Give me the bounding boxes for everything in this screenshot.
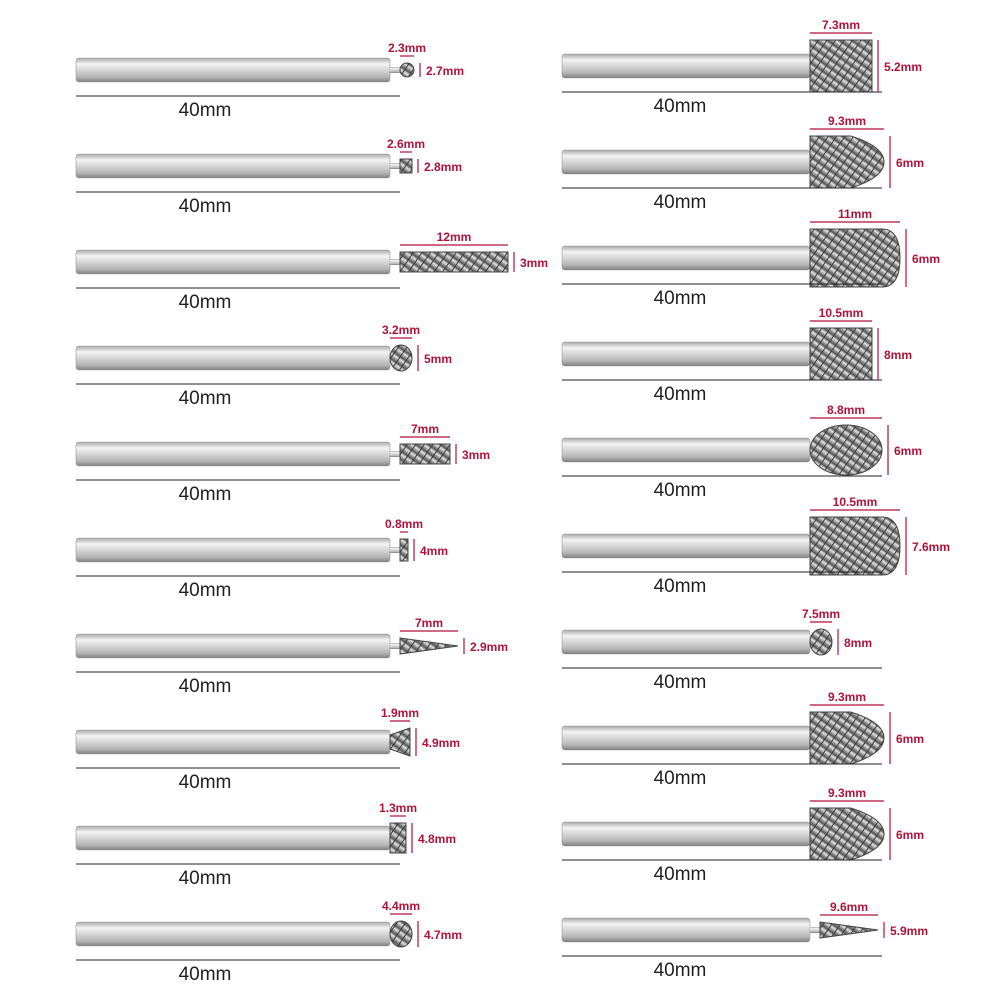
burr-bit-L6 xyxy=(76,517,448,601)
burr-bit-R10 xyxy=(562,900,928,981)
length-label: 40mm xyxy=(178,580,232,601)
bit-head xyxy=(810,328,872,380)
bit-shank xyxy=(76,826,390,850)
side-dimension-label: 5.2mm xyxy=(884,60,923,74)
bit-neck xyxy=(390,643,400,649)
head-dimension-label: 0.8mm xyxy=(384,517,424,531)
head-dimension-label: 2.6mm xyxy=(386,137,426,151)
side-dimension-label: 8mm xyxy=(844,636,873,650)
length-label: 40mm xyxy=(178,772,232,793)
burr-bit-L2 xyxy=(76,137,462,217)
bit-shank xyxy=(562,438,810,462)
length-label: 40mm xyxy=(653,672,707,693)
bit-shank xyxy=(76,634,390,658)
bit-shank xyxy=(76,154,390,178)
bit-shank xyxy=(562,342,810,366)
burr-bit-R8 xyxy=(562,690,924,789)
burr-bit-R9 xyxy=(562,786,924,885)
length-label: 40mm xyxy=(178,964,232,985)
length-label: 40mm xyxy=(178,388,232,409)
head-dimension-label: 12mm xyxy=(436,230,472,244)
bit-shank xyxy=(562,918,810,942)
burr-bit-R5 xyxy=(562,403,922,501)
length-label: 40mm xyxy=(653,960,707,981)
bit-head xyxy=(400,159,412,173)
bit-neck xyxy=(390,259,400,265)
head-dimension-label: 10.5mm xyxy=(818,306,864,320)
head-dimension-label: 10.5mm xyxy=(832,495,878,509)
bit-head xyxy=(810,136,884,188)
bit-head xyxy=(390,728,410,756)
length-label: 40mm xyxy=(653,288,707,309)
burr-bit-L10 xyxy=(76,899,462,985)
head-dimension-label: 1.3mm xyxy=(378,801,418,815)
burr-bit-L3 xyxy=(76,230,548,313)
head-dimension-label: 9.3mm xyxy=(827,786,867,800)
side-dimension-label: 8mm xyxy=(884,348,913,362)
burr-bit-L1 xyxy=(76,41,464,121)
bit-shank xyxy=(76,58,390,82)
bit-neck xyxy=(390,547,400,553)
bit-head xyxy=(400,444,450,464)
side-dimension-label: 6mm xyxy=(896,828,925,842)
side-dimension-label: 7.6mm xyxy=(912,540,951,554)
side-dimension-label: 3mm xyxy=(462,448,491,462)
bit-head xyxy=(810,808,884,860)
burr-bit-R2 xyxy=(562,114,924,213)
side-dimension-label: 4.9mm xyxy=(422,736,461,750)
length-label: 40mm xyxy=(653,864,707,885)
burr-bit-L9 xyxy=(76,801,456,889)
bit-shank xyxy=(562,534,810,558)
head-dimension-label: 9.6mm xyxy=(829,900,869,914)
bit-shank xyxy=(562,630,810,654)
bit-head xyxy=(810,425,882,475)
side-dimension-label: 6mm xyxy=(894,444,923,458)
bit-neck xyxy=(810,927,820,933)
burr-bit-L7 xyxy=(76,616,508,697)
bit-head xyxy=(400,252,508,272)
bit-shank xyxy=(76,922,390,946)
bit-shank xyxy=(562,246,810,270)
bit-head xyxy=(810,629,832,655)
bit-head xyxy=(400,63,414,77)
side-dimension-label: 6mm xyxy=(896,156,925,170)
bit-shank xyxy=(76,730,390,754)
side-dimension-label: 5.9mm xyxy=(890,924,929,938)
head-dimension-label: 11mm xyxy=(837,207,873,221)
head-dimension-label: 2.3mm xyxy=(387,41,427,55)
bit-neck xyxy=(390,451,400,457)
burr-bit-R6 xyxy=(562,495,950,597)
bit-head xyxy=(400,638,458,654)
bit-shank xyxy=(76,250,390,274)
head-dimension-label: 7.5mm xyxy=(801,607,841,621)
side-dimension-label: 5mm xyxy=(424,352,453,366)
length-label: 40mm xyxy=(178,484,232,505)
length-label: 40mm xyxy=(653,480,707,501)
burr-bit-L4 xyxy=(76,323,452,409)
burr-bit-R7 xyxy=(562,607,882,693)
side-dimension-label: 4mm xyxy=(420,544,449,558)
bit-head xyxy=(810,229,900,287)
burr-bit-R4 xyxy=(562,306,912,405)
length-label: 40mm xyxy=(178,676,232,697)
bit-neck xyxy=(390,163,400,169)
bit-shank xyxy=(562,150,810,174)
side-dimension-label: 2.7mm xyxy=(426,64,465,78)
head-dimension-label: 9.3mm xyxy=(827,114,867,128)
length-label: 40mm xyxy=(178,292,232,313)
side-dimension-label: 6mm xyxy=(896,732,925,746)
bit-head xyxy=(810,712,884,764)
burr-bit-R1 xyxy=(562,18,922,117)
head-dimension-label: 9.3mm xyxy=(827,690,867,704)
bit-shank xyxy=(76,346,390,370)
bit-shank xyxy=(562,54,810,78)
side-dimension-label: 6mm xyxy=(912,252,941,266)
bit-head xyxy=(400,539,408,561)
length-label: 40mm xyxy=(178,100,232,121)
side-dimension-label: 2.9mm xyxy=(470,640,509,654)
burr-bit-R3 xyxy=(562,207,940,309)
bit-head xyxy=(820,922,878,938)
bit-head xyxy=(810,40,872,92)
bit-head xyxy=(390,921,412,947)
head-dimension-label: 7.3mm xyxy=(821,18,861,32)
side-dimension-label: 4.8mm xyxy=(418,832,457,846)
bit-head xyxy=(810,517,900,575)
bit-shank xyxy=(76,538,390,562)
head-dimension-label: 7mm xyxy=(410,422,440,436)
side-dimension-label: 3mm xyxy=(520,256,549,270)
head-dimension-label: 7mm xyxy=(414,616,444,630)
head-dimension-label: 4.4mm xyxy=(381,899,421,913)
bit-neck xyxy=(390,67,400,73)
length-label: 40mm xyxy=(178,196,232,217)
bit-shank xyxy=(562,822,810,846)
bit-shank xyxy=(76,442,390,466)
head-dimension-label: 1.9mm xyxy=(380,706,420,720)
length-label: 40mm xyxy=(653,192,707,213)
bit-head xyxy=(390,345,412,371)
side-dimension-label: 4.7mm xyxy=(424,928,463,942)
length-label: 40mm xyxy=(178,868,232,889)
length-label: 40mm xyxy=(653,576,707,597)
length-label: 40mm xyxy=(653,384,707,405)
head-dimension-label: 3.2mm xyxy=(381,323,421,337)
burr-bit-L5 xyxy=(76,422,490,505)
head-dimension-label: 8.8mm xyxy=(826,403,866,417)
bit-shank xyxy=(562,726,810,750)
length-label: 40mm xyxy=(653,96,707,117)
burr-bit-L8 xyxy=(76,706,460,793)
side-dimension-label: 2.8mm xyxy=(424,160,463,174)
length-label: 40mm xyxy=(653,768,707,789)
bit-head xyxy=(390,823,406,853)
